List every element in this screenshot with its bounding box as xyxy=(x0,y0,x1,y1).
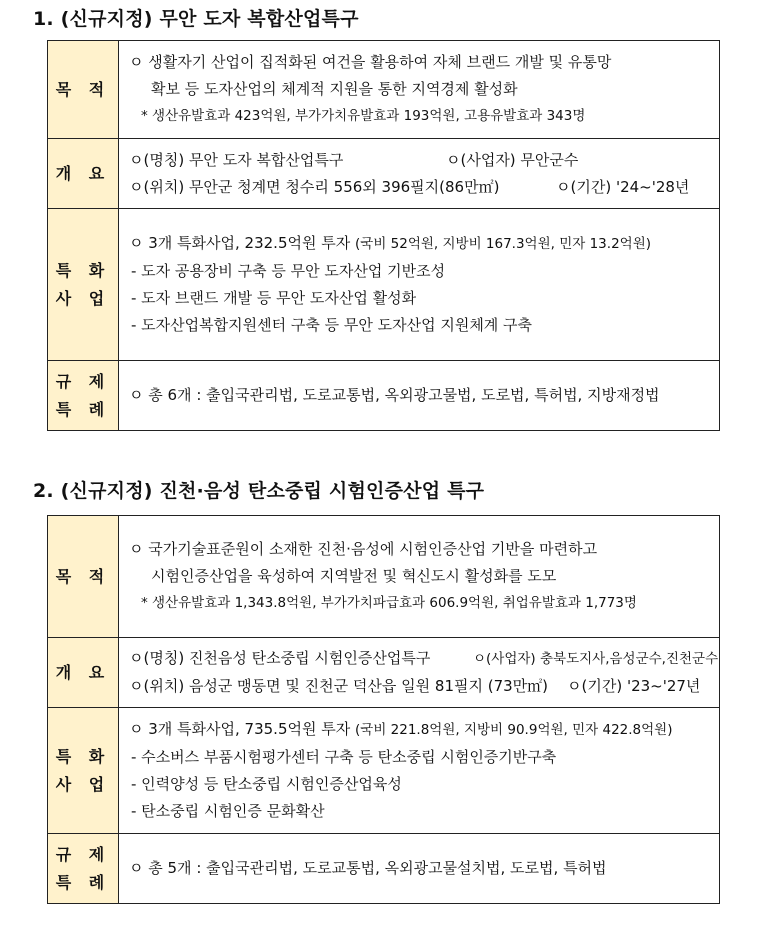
regulation-label xyxy=(48,834,119,904)
purpose-note: * 생산유발효과 423억원, 부가가치유발효과 193억원, 고용유발효과 343명 xyxy=(141,108,586,124)
overview-label: 개 요 xyxy=(48,638,119,708)
purpose-note: * 생산유발효과 1,343.8억원, 부가가치파급효과 606.9억원, 취업유발효과 1,773명 xyxy=(141,595,637,611)
projects-row xyxy=(48,708,720,834)
projects-summary: ㅇ 3개 특화사업, 735.5억원 투자 xyxy=(129,720,351,738)
section-1-title: 1. (신규지정) 무안 도자 복합산업특구 xyxy=(33,8,359,30)
projects-label-line-1: 특 화 xyxy=(55,260,111,280)
projects-label-line-2: 사 업 xyxy=(55,774,111,794)
regulation-row xyxy=(48,361,720,431)
overview-name: ㅇ(명칭) 무안 도자 복합산업특구 xyxy=(129,150,344,169)
purpose-row xyxy=(48,516,720,638)
purpose-label: 목 적 xyxy=(48,516,119,638)
purpose-row xyxy=(48,41,720,139)
regulation-label-line-1: 규 제 xyxy=(55,371,111,391)
regulation-content xyxy=(119,361,720,431)
regulation-row xyxy=(48,834,720,904)
purpose-line-2: 시험인증산업을 육성하여 지역발전 및 혁신도시 활성화를 도모 xyxy=(151,567,557,585)
projects-label-line-2: 사 업 xyxy=(55,288,111,308)
overview-label: 개 요 xyxy=(48,139,119,209)
overview-content xyxy=(119,139,720,209)
regulation-text: ㅇ 총 5개 : 출입국관리법, 도로교통법, 옥외광고물설치법, 도로법, 특허법 xyxy=(129,859,607,877)
purpose-line-1: ㅇ 생활자기 산업이 집적화된 여건을 활용하여 자체 브랜드 개발 및 유통망 xyxy=(129,53,612,71)
overview-operator: ㅇ(사업자) 무안군수 xyxy=(446,150,579,169)
overview-row xyxy=(48,638,720,708)
projects-budget-detail: (국비 221.8억원, 지방비 90.9억원, 민자 422.8억원) xyxy=(355,722,673,738)
overview-location: ㅇ(위치) 음성군 맹동면 및 진천군 덕산읍 일원 81필지 (73만㎡) xyxy=(129,677,549,695)
regulation-label-line-2: 특 례 xyxy=(55,399,111,419)
purpose-content xyxy=(119,516,720,638)
projects-item: - 도자 공용장비 구축 등 무안 도자산업 기반조성 xyxy=(131,262,446,280)
purpose-line-1: ㅇ 국가기술표준원이 소재한 진천·음성에 시험인증산업 기반을 마련하고 xyxy=(129,540,598,558)
projects-item: - 탄소중립 시험인증 문화확산 xyxy=(131,802,325,820)
projects-summary: ㅇ 3개 특화사업, 232.5억원 투자 xyxy=(129,234,351,252)
section-1-table xyxy=(47,40,720,431)
overview-name: ㅇ(명칭) 진천음성 탄소중립 시험인증산업특구 xyxy=(129,649,431,667)
projects-label xyxy=(48,708,119,834)
projects-item: - 수소버스 부품시험평가센터 구축 등 탄소중립 시험인증기반구축 xyxy=(131,748,557,766)
overview-operator: ㅇ(사업자) 충북도지사,음성군수,진천군수 xyxy=(473,651,719,667)
purpose-label: 목 적 xyxy=(48,41,119,139)
section-2-title: 2. (신규지정) 진천·음성 탄소중립 시험인증산업 특구 xyxy=(33,480,485,502)
regulation-label-line-2: 특 례 xyxy=(55,872,111,892)
regulation-content xyxy=(119,834,720,904)
regulation-label-line-1: 규 제 xyxy=(55,844,111,864)
projects-label-line-1: 특 화 xyxy=(55,746,111,766)
projects-item: - 도자산업복합지원센터 구축 등 무안 도자산업 지원체계 구축 xyxy=(131,316,533,334)
projects-label xyxy=(48,209,119,361)
regulation-text: ㅇ 총 6개 : 출입국관리법, 도로교통법, 옥외광고물법, 도로법, 특허법, 지방재정법 xyxy=(129,386,660,404)
overview-period: ㅇ(기간) '24~'28년 xyxy=(556,177,690,196)
projects-item: - 인력양성 등 탄소중립 시험인증산업육성 xyxy=(131,775,402,793)
projects-content xyxy=(119,209,720,361)
purpose-line-2: 확보 등 도자산업의 체계적 지원을 통한 지역경제 활성화 xyxy=(151,80,518,98)
overview-row xyxy=(48,139,720,209)
regulation-label xyxy=(48,361,119,431)
projects-item: - 도자 브랜드 개발 등 무안 도자산업 활성화 xyxy=(131,289,417,307)
overview-location: ㅇ(위치) 무안군 청계면 청수리 556외 396필지(86만㎡) xyxy=(129,177,500,196)
purpose-content xyxy=(119,41,720,139)
overview-period: ㅇ(기간) '23~'27년 xyxy=(567,677,701,695)
section-2-table xyxy=(47,515,720,904)
projects-budget-detail: (국비 52억원, 지방비 167.3억원, 민자 13.2억원) xyxy=(355,236,652,252)
projects-content xyxy=(119,708,720,834)
projects-row xyxy=(48,209,720,361)
overview-content xyxy=(119,638,720,708)
